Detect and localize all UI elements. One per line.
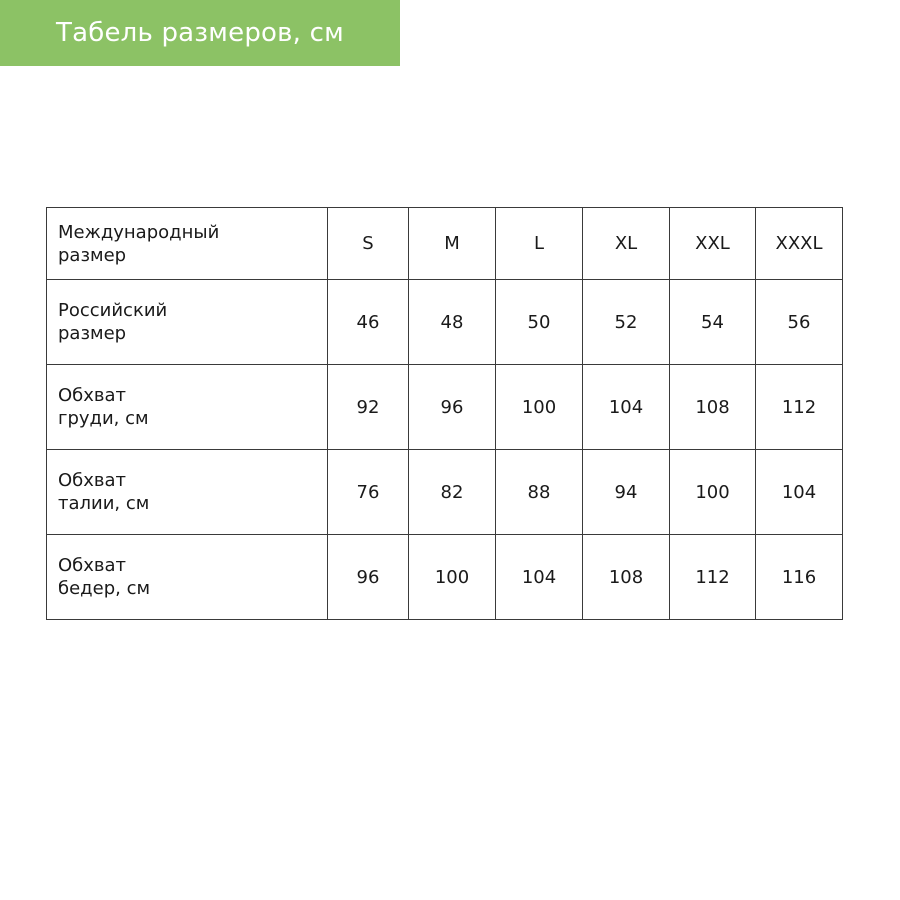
table-cell: 108	[583, 535, 670, 620]
table-cell: 54	[670, 280, 756, 365]
table-cell: 48	[409, 280, 496, 365]
title-banner	[0, 0, 400, 66]
table-cell: 104	[496, 535, 583, 620]
row-label-cell	[47, 450, 328, 535]
table-row	[47, 535, 843, 620]
table-cell: 56	[756, 280, 843, 365]
size-header-cell: XXL	[670, 208, 756, 280]
row-label-cell	[47, 280, 328, 365]
size-header-cell: L	[496, 208, 583, 280]
row-label-line: талии, см	[58, 493, 150, 514]
table-cell: 116	[756, 535, 843, 620]
table-row	[47, 365, 843, 450]
header-label-line: Международный	[58, 221, 220, 243]
row-label-line: Обхват	[58, 470, 127, 491]
table-cell: 88	[496, 450, 583, 535]
table-cell: 100	[496, 365, 583, 450]
row-label-line: Обхват	[58, 555, 127, 576]
table-cell: 76	[328, 450, 409, 535]
size-header-cell: XXXL	[756, 208, 843, 280]
size-table	[46, 207, 843, 620]
row-label-line: груди, см	[58, 408, 149, 429]
header-label-cell	[47, 208, 328, 280]
table-cell: 104	[756, 450, 843, 535]
table-cell: 96	[328, 535, 409, 620]
row-label-cell	[47, 535, 328, 620]
row-label-line: Российский	[58, 300, 168, 321]
size-header-cell: XL	[583, 208, 670, 280]
row-label-cell	[47, 365, 328, 450]
row-label-line: Обхват	[58, 385, 127, 406]
table-cell: 96	[409, 365, 496, 450]
table-cell: 100	[409, 535, 496, 620]
table-cell: 108	[670, 365, 756, 450]
table-cell: 100	[670, 450, 756, 535]
table-cell: 82	[409, 450, 496, 535]
row-label-line: бедер, см	[58, 578, 151, 599]
table-cell: 92	[328, 365, 409, 450]
table-cell: 112	[670, 535, 756, 620]
table-header-row	[47, 208, 843, 280]
table-cell: 104	[583, 365, 670, 450]
table-row	[47, 450, 843, 535]
page-title: Табель размеров, см	[56, 18, 344, 48]
table-cell: 112	[756, 365, 843, 450]
table-cell: 46	[328, 280, 409, 365]
size-header-cell: M	[409, 208, 496, 280]
table-cell: 50	[496, 280, 583, 365]
header-label-line: размер	[58, 244, 127, 266]
table-row	[47, 280, 843, 365]
row-label-line: размер	[58, 323, 127, 344]
table-cell: 94	[583, 450, 670, 535]
table-cell: 52	[583, 280, 670, 365]
size-header-cell: S	[328, 208, 409, 280]
